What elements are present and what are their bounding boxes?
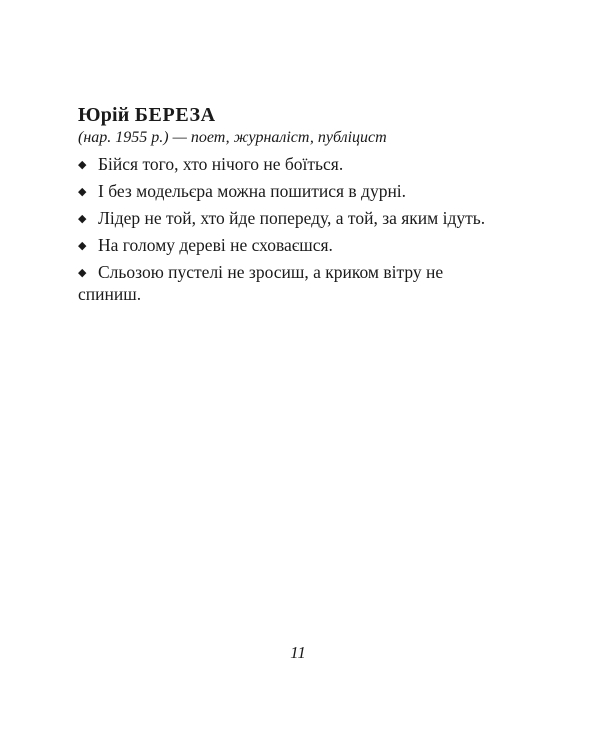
page-number: 11 bbox=[290, 643, 306, 662]
quote-item bbox=[78, 181, 488, 203]
quote-text: На голому дереві не сховаєшся. bbox=[98, 235, 333, 255]
quote-text: Лідер не той, хто йде попереду, а той, за яким ідуть. bbox=[98, 208, 486, 228]
author-name bbox=[78, 103, 488, 127]
quote-item bbox=[78, 235, 488, 257]
diamond-bullet-icon: ◆ bbox=[78, 159, 87, 171]
author-first-name: Юрій bbox=[78, 104, 130, 126]
diamond-bullet-icon: ◆ bbox=[78, 213, 87, 225]
quote-text: Бійся того, хто нічого не боїться. bbox=[98, 154, 344, 174]
diamond-bullet-icon: ◆ bbox=[78, 240, 87, 252]
author-bio: (нар. 1955 р.) — поет, журналіст, публіцист bbox=[78, 129, 387, 146]
quote-text: Сльозою пустелі не зросиш, а криком вітру не спиниш. bbox=[78, 262, 444, 304]
quote-item bbox=[78, 262, 488, 305]
author-entry bbox=[78, 103, 488, 310]
diamond-bullet-icon: ◆ bbox=[78, 267, 87, 279]
quote-text: І без модельєра можна пошитися в дурні. bbox=[98, 181, 407, 201]
quote-list bbox=[78, 154, 488, 305]
diamond-bullet-icon: ◆ bbox=[78, 186, 87, 198]
quote-item bbox=[78, 208, 488, 230]
quote-item bbox=[78, 154, 488, 176]
author-surname: БЕРЕЗА bbox=[134, 104, 216, 126]
